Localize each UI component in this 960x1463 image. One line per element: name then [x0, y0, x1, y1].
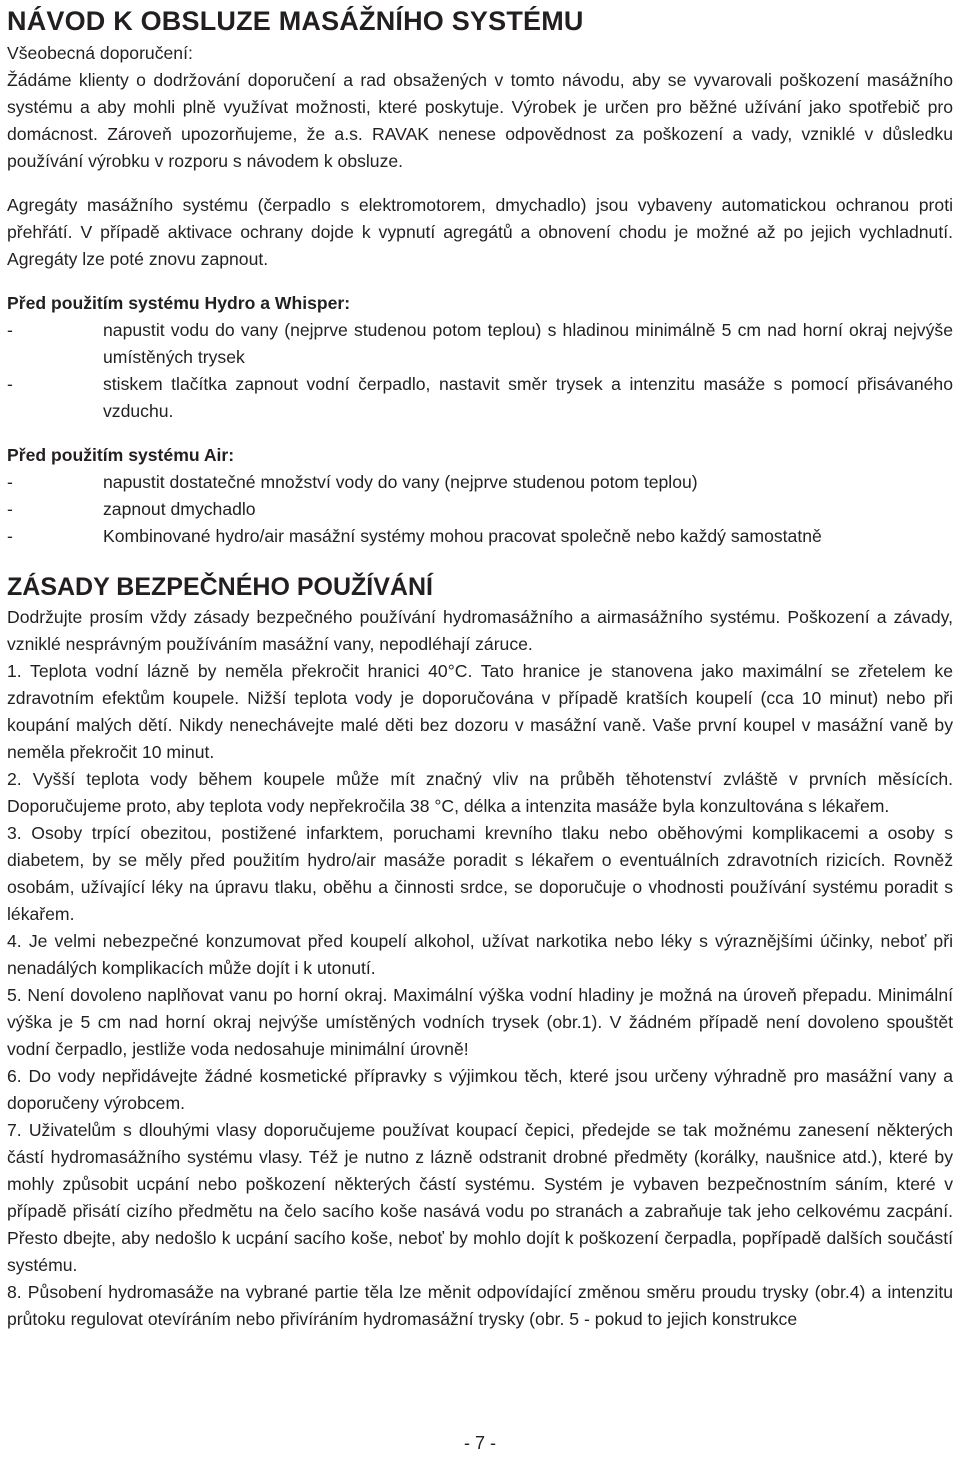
list-item [7, 469, 953, 496]
bullet-dash: - [7, 320, 13, 340]
safety-intro: Dodržujte prosím vždy zásady bezpečného používání hydromasážního a airmasážního systému. Poškození a závady, vzniklé nesprávným používáním masážní vany, nepodléhají záruce. [7, 607, 953, 654]
safety-title: ZÁSADY BEZPEČNÉHO POUŽÍVÁNÍ [7, 573, 433, 601]
air-heading: Před použitím systému Air: [7, 445, 235, 465]
list-item [7, 371, 953, 425]
safety-rule: 7. Uživatelům s dlouhými vlasy doporučujeme používat koupací čepici, předejde se tak možnému zanesení některých částí hydromasážního systému vlasy. Též je nutno z lázně odstranit drobné předměty (korálky, naušnice atd.), které by mohly způsobit ucpání nebo poškození některých částí systému. Systém je vybaven bezpečnostním sáním, které v případě přisátí cizího předmětu na čelo sacího koše nasává vodu po stranách a zabraňuje tak jeho celkovému zacpání. Přesto dbejte, aby nedošlo k ucpání sacího koše, neboť by mohlo dojít k poškození čerpadla, popřípadě dalších součástí systému. [7, 1120, 953, 1275]
safety-rule: 1. Teplota vodní lázně by neměla překročit hranici 40°C. Tato hranice je stanovena jako maximální se zřetelem ke zdravotním efektům koupele. Nižší teplota vody je doporučována v případě kratších koupelí (cca 10 minut) nebo při koupání malých dětí. Nikdy nenechávejte malé děti bez dozoru v masážní vaně. Vaše první koupel v masážní vaně by neměla překročit 10 minut. [7, 661, 953, 762]
general-heading: Všeobecná doporučení: [7, 43, 193, 63]
spacer [7, 175, 953, 192]
page-number: - 7 - [463, 1433, 496, 1453]
spacer [7, 273, 953, 290]
safety-rule: 4. Je velmi nebezpečné konzumovat před koupelí alkohol, užívat narkotika nebo léky s výraznějšími účinky, neboť při nenadálých komplikacích může dojít i k utonutí. [7, 931, 953, 978]
bullet-dash: - [7, 499, 13, 519]
page-title: NÁVOD K OBSLUZE MASÁŽNÍHO SYSTÉMU [7, 6, 584, 36]
aggregates-paragraph: Agregáty masážního systému (čerpadlo s elektromotorem, dmychadlo) jsou vybaveny automatickou ochranou proti přehřátí. V případě aktivace ochrany dojde k vypnutí agregátů a obnovení chodu je možné až po jejich vychladnutí. Agregáty lze poté znovu zapnout. [7, 195, 953, 269]
bullet-dash: - [7, 526, 13, 546]
safety-rule: 5. Není dovoleno naplňovat vanu po horní okraj. Maximální výška vodní hladiny je možná na úroveň přepadu. Minimální výška je 5 cm nad horní okraj nejvýše umístěných vodních trysek (obr.1). V žádném případě není dovoleno spouštět vodní čerpadlo, jestliže voda nedosahuje minimální úrovně! [7, 985, 953, 1059]
list-item-text: zapnout dmychadlo [103, 499, 256, 519]
spacer [7, 425, 953, 442]
list-item-text: napustit dostatečné množství vody do vany (nejprve studenou potom teplou) [103, 472, 698, 492]
list-item-text: stiskem tlačítka zapnout vodní čerpadlo, nastavit směr trysek a intenzitu masáže s pomocí přisávaného vzduchu. [103, 374, 953, 421]
general-paragraph: Žádáme klienty o dodržování doporučení a rad obsažených v tomto návodu, aby se vyvarovali poškození masážního systému a aby mohli plně využívat možnosti, které poskytuje. Výrobek je určen pro běžné užívání jako spotřebič pro domácnost. Zároveň upozorňujeme, že a.s. RAVAK nenese odpovědnost za poškození a vady, vzniklé v důsledku používání výrobku v rozporu s návodem k obsluze. [7, 70, 953, 171]
safety-rule: 6. Do vody nepřidávejte žádné kosmetické přípravky s výjimkou těch, které jsou určeny výhradně pro masážní vany a doporučeny výrobcem. [7, 1066, 953, 1113]
list-item-text: napustit vodu do vany (nejprve studenou potom teplou) s hladinou minimálně 5 cm nad horní okraj nejvýše umístěných trysek [103, 320, 953, 367]
list-item [7, 496, 953, 523]
manual-page [0, 2, 960, 1463]
safety-rule: 3. Osoby trpící obezitou, postižené infarktem, poruchami krevního tlaku nebo oběhovými komplikacemi a osoby s diabetem, by se měly před použitím hydro/air masáže poradit s lékařem o eventuálních zdravotních rizicích. Rovněž osobám, užívající léky na úpravu tlaku, oběhu a činnosti srdce, se doporučuje o vhodnosti používání systému poradit s lékařem. [7, 823, 953, 924]
list-item-text: Kombinované hydro/air masážní systémy mohou pracovat společně nebo každý samostatně [103, 526, 822, 546]
safety-rule: 2. Vyšší teplota vody během koupele může mít značný vliv na průběh těhotenství zvláště v prvních měsících. Doporučujeme proto, aby teplota vody nepřekročila 38 °C, délka a intenzita masáže byla konzultována s lékařem. [7, 769, 953, 816]
safety-rule: 8. Působení hydromasáže na vybrané partie těla lze měnit odpovídající změnou směru proudu trysky (obr.4) a intenzitu průtoku regulovat otevíráním nebo přivíráním hydromasážní trysky (obr. 5 - pokud to jejich konstrukce [7, 1282, 953, 1329]
list-item [7, 317, 953, 371]
hydro-heading: Před použitím systému Hydro a Whisper: [7, 293, 351, 313]
list-item [7, 523, 953, 550]
bullet-dash: - [7, 374, 13, 394]
bullet-dash: - [7, 472, 13, 492]
